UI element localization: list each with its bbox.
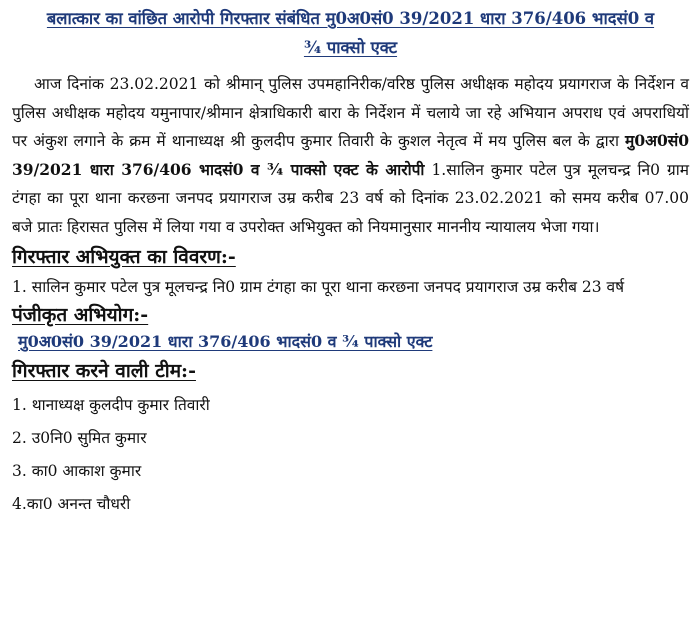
team-member: 2. उ0नि0 सुमित कुमार: [12, 429, 147, 447]
team-member: 1. थानाध्यक्ष कुलदीप कुमार तिवारी: [12, 396, 210, 414]
main-paragraph-part1: आज दिनांक 23.02.2021 को श्रीमान् पुलिस उपमहानिरीक/वरिष्ठ पुलिस अधीक्षक महोदय प्रयागराज के निर्देशन व पुलिस अधीक्षक महोदय यमुनापार/श्रीमान क्षेत्राधिकारी बारा के निर्देशन में चलाये जा रहे अभियान अपराध एवं अपराधियों पर अंकुश लगाने के क्रम में थानाध्यक्ष श्री कुलदीप कुमार तिवारी के कुशल नेतृत्व में मय पुलिस बल के द्वारा: [12, 75, 689, 150]
charges-heading: पंजीकृत अभियोग:-: [12, 304, 149, 326]
team-member: 4.का0 अनन्त चौधरी: [12, 495, 131, 513]
team-member: 3. का0 आकाश कुमार: [12, 462, 142, 480]
main-paragraph-part2: 1.सालिन कुमार पटेल पुत्र मूलचन्द्र नि0 ग्राम टंगहा का पूरा थाना करछना जनपद प्रयागराज उम्र करीब 23 वर्ष को दिनांक 23.02.2021 को समय करीब 07.00 बजे प्रातः हिरासत पुलिस में लिया गया व उपरोक्त अभियुक्त को नियमानुसार माननीय न्यायालय भेजा गया।: [12, 160, 689, 236]
accused-details: 1. सालिन कुमार पटेल पुत्र मूलचन्द्र नि0 ग्राम टंगहा का पूरा थाना करछना जनपद प्रयागराज उम्र करीब 23 वर्ष: [12, 278, 625, 296]
team-heading: गिरफ्तार करने वाली टीम:-: [12, 360, 196, 382]
document-title: [12, 4, 689, 62]
document-title-line2: ¾ पाक्सो एक्ट: [303, 38, 398, 57]
document-title-line1: बलात्कार का वांछित आरोपी गिरफ्तार संबंधित मु0अ0सं0 39/2021 धारा 376/406 भादसं0 व: [46, 9, 655, 28]
charges-details: मु0अ0सं0 39/2021 धारा 376/406 भादसं0 व ¾ पाक्सो एक्ट: [18, 332, 433, 351]
accused-heading: गिरफ्तार अभियुक्त का विवरण:-: [12, 246, 236, 268]
team-list: [12, 389, 689, 521]
case-reference-bold: मु0अ0सं0 39/2021 धारा 376/406 भादसं0 व ¾ पाक्सो एक्ट के आरोपी: [12, 131, 689, 179]
main-paragraph: [12, 70, 689, 241]
